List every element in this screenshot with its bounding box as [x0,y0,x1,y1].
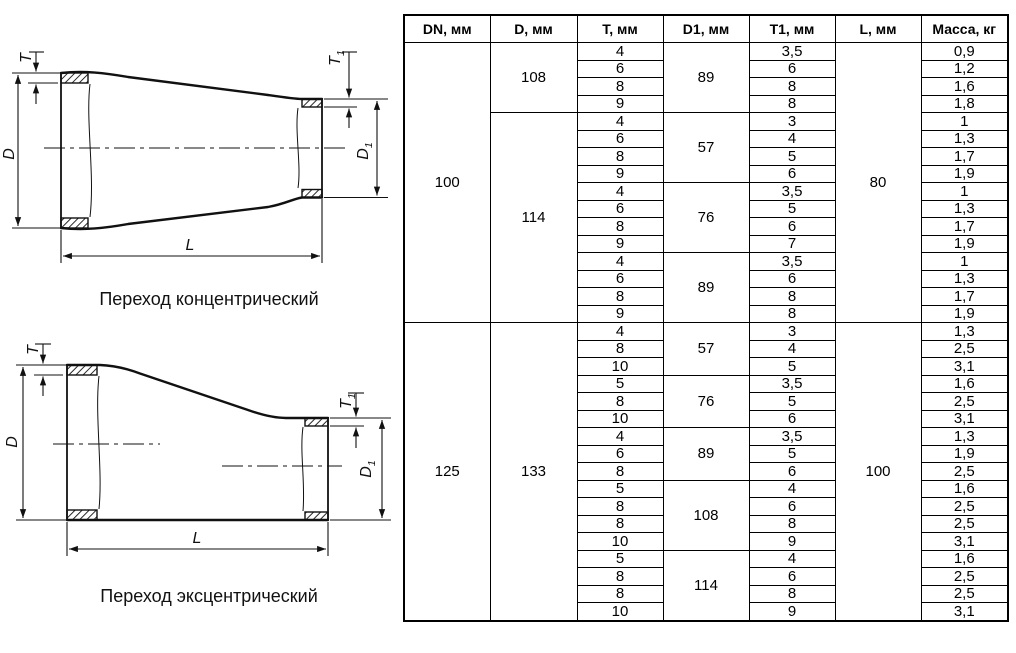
col-header-d: D, мм [490,15,577,43]
t1-cell: 4 [749,480,835,498]
mass-cell: 0,9 [921,43,1008,61]
t1-cell: 9 [749,533,835,551]
mass-cell: 2,5 [921,568,1008,586]
t-cell: 4 [577,43,663,61]
t-cell: 6 [577,130,663,148]
t-cell: 8 [577,288,663,306]
mass-cell: 2,5 [921,585,1008,603]
t1-cell: 8 [749,78,835,96]
t1-cell: 3,5 [749,428,835,446]
break-line [98,376,100,509]
t-cell: 6 [577,445,663,463]
reducer-body [53,365,342,520]
flange-hatch [61,218,88,228]
mass-cell: 1,2 [921,60,1008,78]
dim-label-t1: $T_1$ [327,50,347,66]
dn-cell: 125 [404,323,490,621]
t-cell: 8 [577,585,663,603]
col-header-l: L, мм [835,15,921,43]
break-line [302,427,304,511]
d1-cell: 57 [663,323,749,376]
eccentric-caption: Переход эксцентрический [100,586,318,606]
t-cell: 4 [577,113,663,131]
t1-cell: 4 [749,130,835,148]
t-cell: 9 [577,235,663,253]
flange-hatch [67,510,97,520]
d1-cell: 89 [663,253,749,323]
reducer-body [44,72,345,229]
d-cell: 133 [490,323,577,621]
flange-hatch [305,512,328,520]
dimension-lines [1,50,388,263]
t1-cell: 5 [749,148,835,166]
col-header-mass: Масса, кг [921,15,1008,43]
t-cell: 8 [577,78,663,96]
mass-cell: 1,3 [921,323,1008,341]
t1-cell: 3,5 [749,43,835,61]
t1-cell: 6 [749,463,835,481]
t1-cell: 5 [749,358,835,376]
dim-label-d: D [1,148,18,160]
t-cell: 6 [577,200,663,218]
t1-cell: 5 [749,393,835,411]
t-cell: 6 [577,270,663,288]
t1-cell: 4 [749,550,835,568]
t1-cell: 6 [749,410,835,428]
dim-label-d: D [4,436,21,448]
mass-cell: 1,6 [921,375,1008,393]
t1-cell: 6 [749,270,835,288]
t1-cell: 6 [749,165,835,183]
dim-label-t: T [25,345,42,355]
l-cell: 80 [835,43,921,323]
t-cell: 10 [577,358,663,376]
col-header-dn: DN, мм [404,15,490,43]
flange-hatch [305,418,328,426]
mass-cell: 3,1 [921,603,1008,621]
table-row [404,43,1008,61]
t1-cell: 8 [749,95,835,113]
t1-cell: 6 [749,498,835,516]
mass-cell: 3,1 [921,410,1008,428]
mass-cell: 1,6 [921,550,1008,568]
eccentric-diagram [0,330,403,640]
mass-cell: 1,3 [921,270,1008,288]
mass-cell: 1,3 [921,428,1008,446]
d1-cell: 76 [663,375,749,428]
header-row [404,15,1008,43]
mass-cell: 2,5 [921,463,1008,481]
mass-cell: 2,5 [921,393,1008,411]
d1-cell: 57 [663,113,749,183]
t-cell: 9 [577,165,663,183]
t-cell: 10 [577,603,663,621]
col-header-t1: T1, мм [749,15,835,43]
t-cell: 6 [577,60,663,78]
table-row [404,323,1008,341]
dim-label-d1: $D_1$ [355,142,375,160]
t-cell: 8 [577,515,663,533]
t1-cell: 3 [749,113,835,131]
t-cell: 5 [577,375,663,393]
t-cell: 9 [577,95,663,113]
d1-cell: 89 [663,43,749,113]
mass-cell: 2,5 [921,340,1008,358]
d1-cell: 89 [663,428,749,481]
t-cell: 8 [577,463,663,481]
t1-cell: 5 [749,445,835,463]
mass-cell: 1,8 [921,95,1008,113]
concentric-diagram [0,20,403,320]
flange-hatch [302,190,322,198]
mass-cell: 1,9 [921,165,1008,183]
dim-label-d1: $D_1$ [358,460,378,478]
d1-cell: 76 [663,183,749,253]
col-header-d1: D1, мм [663,15,749,43]
mass-cell: 3,1 [921,358,1008,376]
dimension-lines [4,344,391,556]
mass-cell: 1 [921,183,1008,201]
mass-cell: 1,9 [921,305,1008,323]
t-cell: 9 [577,305,663,323]
t-cell: 4 [577,323,663,341]
concentric-caption: Переход концентрический [99,289,319,309]
mass-cell: 1,9 [921,235,1008,253]
dn-cell: 100 [404,43,490,323]
mass-cell: 1,7 [921,218,1008,236]
t1-cell: 9 [749,603,835,621]
d1-cell: 108 [663,480,749,550]
flange-hatch [67,365,97,375]
t1-cell: 6 [749,568,835,586]
flange-hatch [61,73,88,83]
flange-hatch [302,99,322,107]
t-cell: 10 [577,410,663,428]
t1-cell: 8 [749,288,835,306]
dim-label-t1: $T_1$ [338,393,358,409]
t1-cell: 6 [749,218,835,236]
mass-cell: 2,5 [921,515,1008,533]
mass-cell: 2,5 [921,498,1008,516]
t1-cell: 4 [749,340,835,358]
t-cell: 8 [577,218,663,236]
t-cell: 10 [577,533,663,551]
mass-cell: 1,6 [921,78,1008,96]
t1-cell: 8 [749,515,835,533]
t1-cell: 3,5 [749,183,835,201]
spec-table-body [404,43,1008,621]
t-cell: 8 [577,340,663,358]
mass-cell: 1 [921,113,1008,131]
mass-cell: 1 [921,253,1008,271]
t-cell: 4 [577,428,663,446]
t-cell: 5 [577,550,663,568]
l-cell: 100 [835,323,921,621]
d1-cell: 114 [663,550,749,621]
mass-cell: 3,1 [921,533,1008,551]
t-cell: 4 [577,253,663,271]
t1-cell: 7 [749,235,835,253]
dim-label-l: L [192,530,202,547]
mass-cell: 1,3 [921,200,1008,218]
d-cell: 108 [490,43,577,113]
spec-table [403,14,1009,622]
t-cell: 8 [577,498,663,516]
dim-label-l: L [185,237,195,254]
t1-cell: 3 [749,323,835,341]
t-cell: 8 [577,148,663,166]
t1-cell: 3,5 [749,375,835,393]
dim-label-t: T [18,53,35,63]
t1-cell: 3,5 [749,253,835,271]
mass-cell: 1,3 [921,130,1008,148]
t1-cell: 6 [749,60,835,78]
mass-cell: 1,6 [921,480,1008,498]
d-cell: 114 [490,113,577,323]
break-line [89,84,92,217]
t-cell: 8 [577,393,663,411]
t-cell: 8 [577,568,663,586]
mass-cell: 1,7 [921,288,1008,306]
mass-cell: 1,9 [921,445,1008,463]
col-header-t: T, мм [577,15,663,43]
t1-cell: 5 [749,200,835,218]
t-cell: 4 [577,183,663,201]
t1-cell: 8 [749,585,835,603]
t1-cell: 8 [749,305,835,323]
t-cell: 5 [577,480,663,498]
mass-cell: 1,7 [921,148,1008,166]
